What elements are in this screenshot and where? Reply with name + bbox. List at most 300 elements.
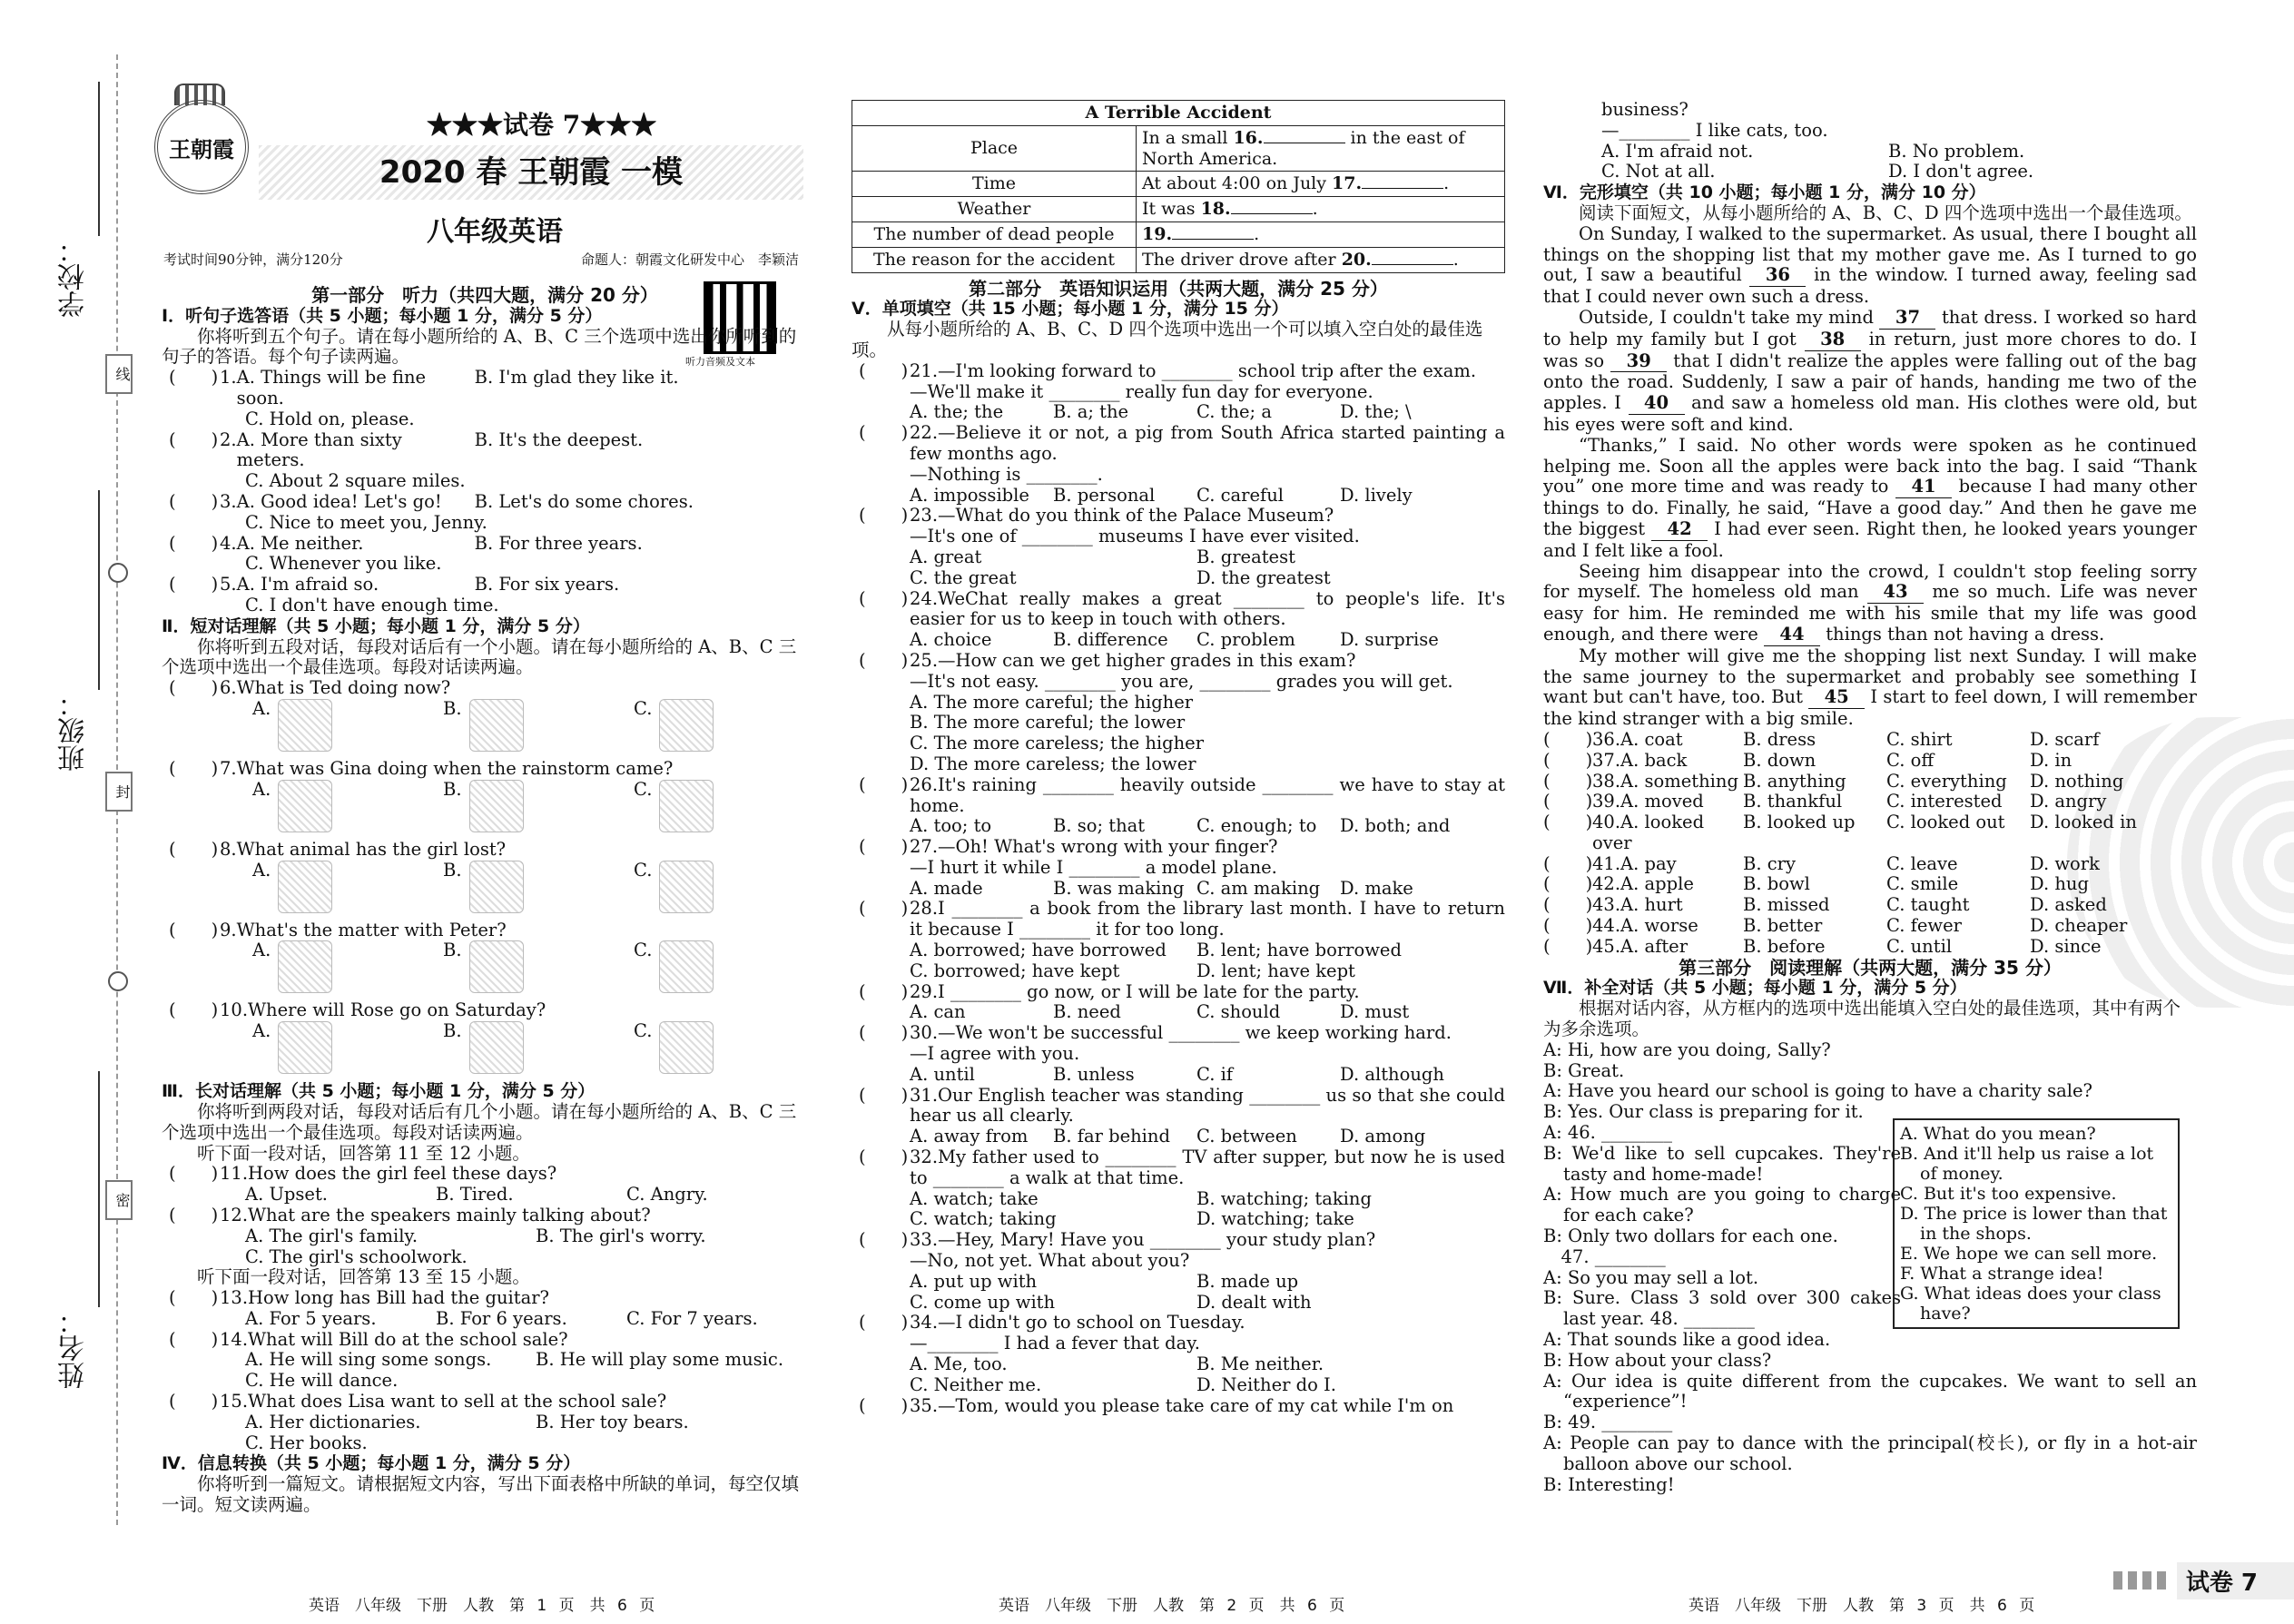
option-item[interactable]: D. since bbox=[2030, 935, 2102, 957]
option-item[interactable]: C. until bbox=[1886, 935, 1953, 957]
page-1-content bbox=[162, 285, 808, 1516]
option-item[interactable]: C. the; a bbox=[1196, 401, 1272, 423]
option-item[interactable]: C. Not at all. bbox=[1601, 161, 1716, 182]
answer-blank[interactable] bbox=[1172, 239, 1254, 240]
table-text: . bbox=[1254, 223, 1260, 244]
option-item[interactable]: A. Good idea! Let's go! bbox=[236, 490, 442, 512]
answer-bracket[interactable]: ( ) bbox=[859, 505, 909, 527]
picture-option[interactable] bbox=[443, 699, 634, 759]
option-item[interactable]: C. if bbox=[1196, 1063, 1234, 1085]
option-row bbox=[852, 547, 1505, 568]
option-item[interactable]: D. work bbox=[2030, 852, 2100, 874]
picture-illustration-icon bbox=[659, 861, 714, 913]
option-item[interactable]: B. The girl's worry. bbox=[536, 1225, 706, 1246]
option-item[interactable]: B. made up bbox=[1196, 1270, 1299, 1292]
option-item[interactable]: D. asked bbox=[2030, 894, 2107, 916]
picture-illustration-icon bbox=[469, 699, 524, 752]
answer-bracket[interactable]: ( ) bbox=[859, 1312, 909, 1334]
cloze-question bbox=[1543, 792, 2197, 812]
part-2-title: 第二部分 英语知识运用（共两大题，满分 25 分） bbox=[969, 277, 1388, 300]
answer-bracket[interactable]: ( ) bbox=[169, 574, 219, 595]
option-item[interactable]: B. Her toy bears. bbox=[536, 1411, 689, 1432]
question-item bbox=[852, 1086, 1505, 1127]
option-item[interactable]: A. More than sixty meters. bbox=[236, 428, 402, 471]
dialog-line: A: Our idea is quite different from the cupcakes. We want to sell an “experience”! bbox=[1543, 1370, 2197, 1412]
option-item[interactable]: D. the; \ bbox=[1340, 401, 1412, 423]
answer-bracket[interactable]: ( ) bbox=[859, 898, 909, 920]
question-item bbox=[852, 651, 1505, 672]
question-number: 41. bbox=[1592, 852, 1621, 874]
option-text: A. something bbox=[1620, 770, 1738, 792]
option-item[interactable]: A. made bbox=[910, 877, 983, 899]
cloze-blank[interactable]: 39 bbox=[1610, 351, 1667, 373]
option-item[interactable]: A. the; the bbox=[910, 401, 1004, 423]
option-item[interactable]: C. fewer bbox=[1886, 915, 1962, 937]
option-item[interactable]: C. everything bbox=[1886, 770, 2007, 792]
option-item[interactable]: B. For three years. bbox=[474, 532, 643, 554]
option-item[interactable]: C. For 7 years. bbox=[626, 1307, 758, 1329]
cloze-blank[interactable]: 38 bbox=[1805, 330, 1861, 351]
answer-bracket[interactable]: ( ) bbox=[1543, 791, 1593, 812]
answer-bracket[interactable]: ( ) bbox=[169, 757, 219, 779]
picture-letter: A. bbox=[252, 859, 271, 881]
cloze-question bbox=[1543, 895, 2197, 916]
option-item[interactable]: B. watching; taking bbox=[1196, 1187, 1372, 1209]
picture-option[interactable] bbox=[252, 861, 443, 920]
option-item[interactable]: C. shirt bbox=[1886, 728, 1953, 750]
option-row bbox=[162, 409, 808, 430]
table-row bbox=[852, 172, 1505, 197]
option-row bbox=[1543, 162, 2197, 182]
option-item[interactable]: C. watch; taking bbox=[910, 1208, 1057, 1230]
option-item[interactable]: A. borrowed; have borrowed bbox=[910, 940, 1167, 961]
option-item[interactable] bbox=[1592, 751, 1743, 772]
option-item[interactable]: B. thankful bbox=[1743, 791, 1843, 812]
picture-illustration-icon bbox=[469, 940, 524, 993]
option-item[interactable]: D. in bbox=[2030, 749, 2072, 771]
decor-squares-icon bbox=[2113, 1571, 2168, 1590]
option-item[interactable]: A. Upset. bbox=[245, 1184, 328, 1206]
picture-option[interactable] bbox=[634, 861, 824, 920]
answer-bracket[interactable]: ( ) bbox=[169, 1287, 219, 1309]
option-item[interactable]: D. hug bbox=[2030, 873, 2089, 895]
question-item bbox=[162, 920, 808, 941]
answer-blank[interactable] bbox=[1231, 213, 1313, 214]
option-item[interactable]: D. cheaper bbox=[2030, 915, 2128, 937]
option-item[interactable] bbox=[1592, 730, 1743, 751]
answer-bracket[interactable]: ( ) bbox=[1543, 770, 1593, 792]
option-item[interactable]: A. He will sing some songs. bbox=[245, 1349, 492, 1371]
table-label: The number of dead people bbox=[852, 221, 1137, 247]
option-item[interactable]: C. off bbox=[1886, 749, 1935, 771]
table-text: . bbox=[1452, 249, 1459, 270]
question-stem: What animal has the girl lost? bbox=[236, 838, 507, 860]
box-option: G. What ideas does your class have? bbox=[1900, 1284, 2161, 1324]
option-item[interactable]: C. Whenever you like. bbox=[245, 553, 442, 575]
picture-option[interactable] bbox=[252, 940, 443, 1000]
picture-option[interactable] bbox=[443, 861, 634, 920]
option-row bbox=[852, 1375, 1505, 1396]
question-stem: What will Bill do at the school sale? bbox=[248, 1328, 568, 1350]
question-stem: I ________ a book from the library last month. I have to return it because I ________ it for too long. bbox=[910, 898, 1505, 940]
answer-bracket[interactable]: ( ) bbox=[859, 422, 909, 444]
option-item[interactable]: B. The more careful; the lower bbox=[910, 712, 1186, 733]
school-field[interactable] bbox=[98, 82, 100, 236]
cloze-blank[interactable]: 44 bbox=[1764, 625, 1820, 646]
answer-bracket[interactable]: ( ) bbox=[859, 1147, 909, 1168]
binding-hole bbox=[108, 971, 128, 991]
question-number: 6. bbox=[220, 677, 237, 699]
option-item[interactable]: D. watching; take bbox=[1196, 1208, 1354, 1230]
option-row bbox=[1543, 142, 2197, 162]
question-number: 24. bbox=[910, 587, 939, 609]
option-item[interactable]: B. No problem. bbox=[1888, 140, 2025, 162]
question-item bbox=[162, 1206, 808, 1226]
cloze-blank[interactable]: 40 bbox=[1629, 393, 1685, 415]
option-item[interactable]: A. put up with bbox=[910, 1270, 1038, 1292]
part-3-title: 第三部分 阅读理解（共两大题，满分 35 分） bbox=[1679, 956, 2062, 979]
answer-blank[interactable] bbox=[1372, 264, 1453, 265]
cloze-blank[interactable]: 41 bbox=[1895, 477, 1952, 498]
option-row bbox=[162, 1247, 808, 1268]
option-item[interactable]: A. until bbox=[910, 1063, 975, 1085]
picture-option[interactable] bbox=[252, 1021, 443, 1081]
option-item[interactable]: B. difference bbox=[1053, 629, 1168, 651]
option-item[interactable]: B. For 6 years. bbox=[436, 1307, 567, 1329]
option-item[interactable]: C. About 2 square miles. bbox=[245, 470, 466, 492]
option-item[interactable]: A. Me, too. bbox=[910, 1353, 1008, 1375]
option-item[interactable]: B. down bbox=[1743, 749, 1816, 771]
table-label: Place bbox=[852, 125, 1137, 172]
picture-illustration-icon bbox=[659, 699, 714, 752]
answer-bracket[interactable]: ( ) bbox=[859, 773, 909, 795]
option-item[interactable]: A. choice bbox=[910, 629, 992, 651]
picture-option[interactable] bbox=[443, 940, 634, 1000]
option-item[interactable]: A. can bbox=[910, 1001, 966, 1023]
answer-bracket[interactable]: ( ) bbox=[169, 919, 219, 940]
answer-bracket[interactable]: ( ) bbox=[169, 838, 219, 860]
question-line: —No, not yet. What about you? bbox=[910, 1250, 1190, 1272]
answer-bracket[interactable]: ( ) bbox=[859, 1229, 909, 1251]
option-item[interactable] bbox=[1592, 854, 1743, 875]
question-stem: —I'm looking forward to ________ school trip after the exam. bbox=[938, 359, 1477, 381]
option-item[interactable]: D. dealt with bbox=[1196, 1291, 1312, 1313]
answer-bracket[interactable]: ( ) bbox=[859, 980, 909, 1002]
answer-bracket[interactable]: ( ) bbox=[169, 490, 219, 512]
picture-option[interactable] bbox=[634, 940, 824, 1000]
picture-letter: B. bbox=[443, 778, 462, 800]
option-row bbox=[852, 713, 1505, 733]
option-item[interactable]: B. dress bbox=[1743, 728, 1816, 750]
option-row bbox=[852, 1189, 1505, 1210]
answer-bracket[interactable]: ( ) bbox=[859, 587, 909, 609]
answer-bracket[interactable]: ( ) bbox=[1543, 935, 1593, 957]
option-item[interactable]: B. before bbox=[1743, 935, 1826, 957]
answer-bracket[interactable]: ( ) bbox=[169, 1204, 219, 1225]
option-row bbox=[162, 1185, 808, 1206]
cloze-question bbox=[1543, 812, 2197, 854]
option-item[interactable]: C. between bbox=[1196, 1126, 1297, 1147]
option-item[interactable]: C. looked out bbox=[1886, 812, 2005, 833]
passage-text: Outside, I couldn't take my mind bbox=[1579, 306, 1880, 328]
option-item[interactable]: B. need bbox=[1053, 1001, 1121, 1023]
section-5-instructions: 从每小题所给的 A、B、C、D 四个选项中选出一个可以填入空白处的最佳选项。 bbox=[852, 319, 1483, 360]
answer-bracket[interactable]: ( ) bbox=[1543, 852, 1593, 874]
option-item[interactable]: D. scarf bbox=[2030, 728, 2100, 750]
option-item[interactable] bbox=[1592, 812, 1743, 854]
answer-bracket[interactable]: ( ) bbox=[169, 367, 219, 389]
option-item[interactable]: B. personal bbox=[1053, 484, 1156, 506]
option-item[interactable]: B. It's the deepest. bbox=[474, 428, 644, 450]
option-item[interactable]: D. looked in bbox=[2030, 812, 2137, 833]
answer-blank[interactable] bbox=[1362, 188, 1443, 189]
option-item[interactable]: D. the greatest bbox=[1196, 566, 1331, 588]
option-item[interactable]: C. taught bbox=[1886, 894, 1970, 916]
option-row bbox=[162, 595, 808, 616]
option-item[interactable]: B. He will play some music. bbox=[536, 1349, 784, 1371]
option-item[interactable]: A. Things will be fine soon. bbox=[236, 367, 427, 408]
picture-option[interactable] bbox=[634, 1021, 824, 1081]
picture-option[interactable] bbox=[634, 780, 824, 840]
question-stem: WeChat really makes a great ________ to people's life. It's easier for us to keep in touch with others. bbox=[910, 587, 1505, 630]
option-item[interactable]: C. the great bbox=[910, 566, 1017, 588]
answer-bracket[interactable]: ( ) bbox=[1543, 749, 1593, 771]
option-item[interactable]: B. greatest bbox=[1196, 546, 1295, 567]
option-item[interactable]: D. surprise bbox=[1340, 629, 1439, 651]
option-item[interactable]: A. Her dictionaries. bbox=[245, 1411, 421, 1432]
cloze-blank[interactable]: 43 bbox=[1867, 582, 1924, 604]
option-item[interactable]: C. interested bbox=[1886, 791, 2003, 812]
answer-bracket[interactable]: ( ) bbox=[1543, 812, 1593, 833]
option-item[interactable]: C. He will dance. bbox=[245, 1370, 399, 1392]
option-item[interactable]: B. anything bbox=[1743, 770, 1846, 792]
option-item[interactable]: D. although bbox=[1340, 1063, 1444, 1085]
passage-text: in return, just more chores to do. I was so bbox=[1543, 328, 2197, 371]
option-item[interactable]: A. For 5 years. bbox=[245, 1307, 377, 1329]
picture-option[interactable] bbox=[443, 780, 634, 840]
picture-option[interactable] bbox=[443, 1021, 634, 1081]
option-item[interactable]: C. smile bbox=[1886, 873, 1959, 895]
answer-bracket[interactable]: ( ) bbox=[169, 1328, 219, 1350]
answer-bracket[interactable]: ( ) bbox=[169, 677, 219, 699]
option-item[interactable]: D. make bbox=[1340, 877, 1413, 899]
question-number: 33. bbox=[910, 1229, 939, 1251]
section-4-instructions: 你将听到一篇短文。请根据短文内容，写出下面表格中所缺的单词，每空仅填一词。短文读两遍。 bbox=[162, 1473, 800, 1516]
dialog-line: A: How much are you going to charge for each cake? bbox=[1543, 1184, 1901, 1226]
option-item[interactable]: C. leave bbox=[1886, 852, 1958, 874]
picture-letter: A. bbox=[252, 697, 271, 719]
page-2-content bbox=[852, 100, 1505, 1416]
option-item[interactable]: B. missed bbox=[1743, 894, 1830, 916]
option-item[interactable]: C. The more careless; the higher bbox=[910, 733, 1205, 754]
dialog-line: A: Have you heard our school is going to have a charity sale? bbox=[1543, 1080, 2092, 1102]
answer-bracket[interactable]: ( ) bbox=[1543, 894, 1593, 916]
answer-bracket[interactable]: ( ) bbox=[859, 359, 909, 381]
option-item[interactable]: C. Her books. bbox=[245, 1432, 368, 1453]
option-item[interactable]: D. lent; have kept bbox=[1196, 960, 1355, 981]
option-item[interactable]: C. Neither me. bbox=[910, 1373, 1042, 1395]
option-item[interactable]: B. so; that bbox=[1053, 815, 1146, 837]
box-option: F. What a strange idea! bbox=[1900, 1264, 2104, 1284]
option-item[interactable]: A. great bbox=[910, 546, 982, 567]
table-title: A Terrible Accident bbox=[852, 101, 1505, 126]
answer-bracket[interactable]: ( ) bbox=[859, 1394, 909, 1416]
option-item[interactable]: C. come up with bbox=[910, 1291, 1056, 1313]
option-item[interactable]: B. bowl bbox=[1743, 873, 1810, 895]
passage-text: My mother will give me the shopping list next Sunday. I will make the same journey to the supermarket and probably see something I want but can't have, too. But bbox=[1543, 645, 2197, 708]
answer-bracket[interactable]: ( ) bbox=[169, 1163, 219, 1185]
passage-text: in the window. I turned away, feeling sad that I could never own such a dress. bbox=[1543, 264, 2197, 308]
option-item[interactable]: A. The girl's family. bbox=[245, 1225, 418, 1246]
option-item[interactable] bbox=[1592, 874, 1743, 895]
answer-bracket[interactable]: ( ) bbox=[859, 1084, 909, 1106]
question-stem: I ________ go now, or I will be late for the party. bbox=[938, 980, 1360, 1002]
option-row bbox=[162, 1226, 808, 1247]
question-number: 40. bbox=[1592, 812, 1621, 833]
answer-bracket[interactable]: ( ) bbox=[859, 836, 909, 858]
cloze-blank[interactable]: 37 bbox=[1879, 308, 1935, 330]
option-item[interactable]: B. a; the bbox=[1053, 401, 1129, 423]
option-text: A. hurt bbox=[1620, 894, 1683, 916]
option-item[interactable]: B. lent; have borrowed bbox=[1196, 940, 1402, 961]
class-field[interactable] bbox=[98, 490, 100, 690]
answer-bracket[interactable]: ( ) bbox=[169, 428, 219, 450]
option-item[interactable]: D. both; and bbox=[1340, 815, 1451, 837]
option-item[interactable]: C. should bbox=[1196, 1001, 1281, 1023]
option-item[interactable]: D. The more careless; the lower bbox=[910, 753, 1196, 774]
answer-bracket[interactable]: ( ) bbox=[1543, 915, 1593, 937]
exam-meta bbox=[163, 250, 799, 269]
option-item[interactable]: B. was making bbox=[1053, 877, 1185, 899]
option-row bbox=[852, 816, 1505, 837]
option-item[interactable]: B. For six years. bbox=[474, 574, 620, 595]
binding-hole bbox=[108, 563, 128, 583]
option-item[interactable]: B. Let's do some chores. bbox=[474, 490, 694, 512]
cloze-blank[interactable]: 36 bbox=[1749, 265, 1806, 287]
section-2-instructions: 你将听到五段对话，每段对话后有一个小题。请在每小题所给的 A、B、C 三个选项中选出一个最佳选项。每段对话读两遍。 bbox=[162, 635, 797, 678]
answer-bracket[interactable]: ( ) bbox=[169, 532, 219, 554]
option-row bbox=[852, 1002, 1505, 1023]
question-number: 12. bbox=[220, 1204, 249, 1225]
answer-bracket[interactable]: ( ) bbox=[169, 999, 219, 1021]
qr-caption: 听力音频及文本 bbox=[685, 356, 755, 368]
option-item[interactable]: B. Me neither. bbox=[1196, 1353, 1324, 1375]
option-row bbox=[162, 513, 808, 534]
picture-option[interactable] bbox=[252, 699, 443, 759]
option-item[interactable]: B. I'm glad they like it. bbox=[474, 367, 679, 389]
answer-bracket[interactable]: ( ) bbox=[1543, 873, 1593, 895]
option-item[interactable]: B. better bbox=[1743, 915, 1823, 937]
option-item[interactable]: A. too; to bbox=[910, 815, 992, 837]
answer-bracket[interactable]: ( ) bbox=[859, 1022, 909, 1044]
option-item[interactable]: A. impossible bbox=[910, 484, 1029, 506]
section-7-instructions: 根据对话内容，从方框内的选项中选出能填入空白处的最佳选项，其中有两个为多余选项。 bbox=[1543, 998, 2181, 1040]
option-item[interactable]: C. borrowed; have kept bbox=[910, 960, 1120, 981]
option-item[interactable]: C. enough; to bbox=[1196, 815, 1317, 837]
question-stem: What are the speakers mainly talking about? bbox=[248, 1204, 651, 1225]
question-number: 15. bbox=[220, 1391, 249, 1412]
picture-letter: B. bbox=[443, 1020, 462, 1042]
option-row bbox=[237, 430, 765, 472]
option-item[interactable]: D. Neither do I. bbox=[1196, 1373, 1336, 1395]
question-number: 26. bbox=[910, 773, 939, 795]
option-item[interactable]: D. angry bbox=[2030, 791, 2107, 812]
option-item[interactable]: A. away from bbox=[910, 1126, 1029, 1147]
table-value bbox=[1137, 197, 1505, 222]
option-item[interactable]: C. careful bbox=[1196, 484, 1285, 506]
picture-option[interactable] bbox=[252, 780, 443, 840]
option-item[interactable]: D. among bbox=[1340, 1126, 1426, 1147]
option-item[interactable]: A. I'm afraid so. bbox=[236, 574, 379, 595]
option-item[interactable]: D. lively bbox=[1340, 484, 1413, 506]
option-row bbox=[852, 940, 1505, 961]
option-item[interactable]: A. I'm afraid not. bbox=[1601, 140, 1754, 162]
option-item[interactable]: B. looked up bbox=[1743, 812, 1856, 833]
question-number: 39. bbox=[1592, 791, 1621, 812]
option-item[interactable]: C. problem bbox=[1196, 629, 1295, 651]
question-stem: How does the girl feel these days? bbox=[248, 1163, 557, 1185]
option-item[interactable] bbox=[1592, 895, 1743, 916]
option-row bbox=[162, 1309, 808, 1330]
option-item[interactable] bbox=[1592, 916, 1743, 937]
question-item bbox=[162, 1392, 808, 1412]
option-item[interactable]: C. Nice to meet you, Jenny. bbox=[245, 511, 487, 533]
option-item[interactable]: A. Me neither. bbox=[236, 532, 364, 554]
option-item[interactable]: C. Hold on, please. bbox=[245, 408, 415, 429]
option-item[interactable] bbox=[1592, 772, 1743, 792]
picture-option[interactable] bbox=[634, 699, 824, 759]
paper-grade: 八年级英语 bbox=[427, 216, 563, 248]
option-item[interactable]: B. far behind bbox=[1053, 1126, 1170, 1147]
cloze-blank[interactable]: 42 bbox=[1651, 519, 1708, 541]
option-item[interactable]: A. watch; take bbox=[910, 1187, 1039, 1209]
option-item[interactable]: B. Tired. bbox=[436, 1184, 514, 1206]
question-line: —It's one of ________ museums I have ever visited. bbox=[910, 526, 1360, 547]
option-text: A. pay bbox=[1620, 852, 1677, 874]
question-line: —We'll make it ________ really fun day for everyone. bbox=[910, 380, 1373, 402]
name-field[interactable] bbox=[98, 1071, 100, 1307]
option-item[interactable]: A. The more careful; the higher bbox=[910, 691, 1194, 713]
option-item[interactable]: D. nothing bbox=[2030, 770, 2124, 792]
option-item[interactable]: B. cry bbox=[1743, 852, 1796, 874]
question-number: 21. bbox=[910, 359, 939, 381]
question-item bbox=[162, 840, 808, 861]
answer-bracket[interactable]: ( ) bbox=[169, 1391, 219, 1412]
option-item[interactable]: C. I don't have enough time. bbox=[245, 594, 499, 615]
paper-subtitle: 2020 春 王朝霞 一模 bbox=[259, 145, 803, 200]
option-item[interactable]: C. Angry. bbox=[626, 1184, 708, 1206]
question-stem: —We won't be successful ________ we keep working hard. bbox=[938, 1022, 1452, 1044]
option-text: A. looked over bbox=[1592, 812, 1705, 853]
option-item[interactable]: D. must bbox=[1340, 1001, 1410, 1023]
answer-bracket[interactable]: ( ) bbox=[859, 649, 909, 671]
option-item[interactable]: B. unless bbox=[1053, 1063, 1135, 1085]
question-item bbox=[852, 1147, 1505, 1189]
cloze-blank[interactable]: 45 bbox=[1808, 687, 1865, 709]
table-text: In a small bbox=[1142, 127, 1234, 148]
option-item[interactable] bbox=[1592, 792, 1743, 812]
option-item[interactable]: D. I don't agree. bbox=[1888, 161, 2034, 182]
option-item[interactable]: C. The girl's schoolwork. bbox=[245, 1245, 468, 1267]
question-item bbox=[852, 899, 1505, 940]
option-item[interactable]: C. am making bbox=[1196, 877, 1321, 899]
passage-text: that I didn't realize the apples were falling out of the bag onto the road. Suddenly, I saw a pair of hands, handing me two of the apples. I bbox=[1543, 349, 2197, 414]
table-label: Time bbox=[852, 172, 1137, 197]
table-value bbox=[1137, 125, 1505, 172]
option-item[interactable] bbox=[1592, 937, 1743, 958]
answer-bracket[interactable]: ( ) bbox=[1543, 728, 1593, 750]
cloze-question bbox=[1543, 730, 2197, 751]
